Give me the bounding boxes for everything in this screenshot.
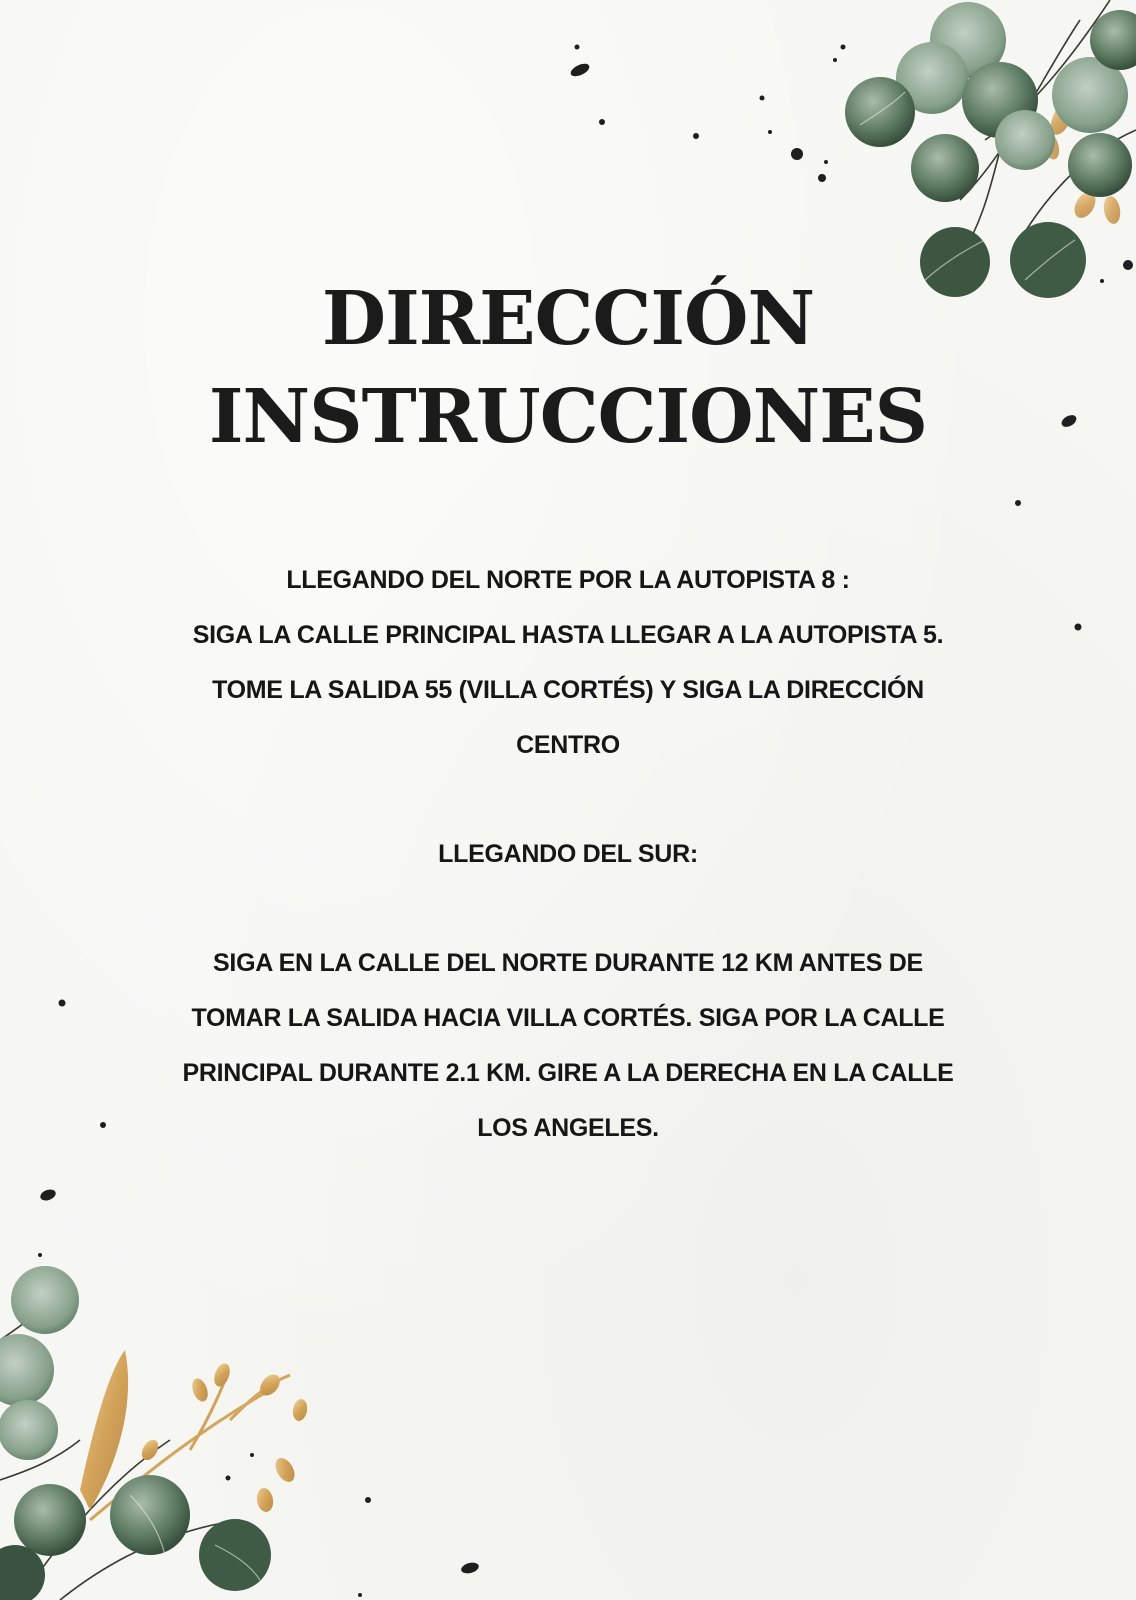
north-directions-line: TOME LA SALIDA 55 (VILLA CORTÉS) Y SIGA LA DIRECCIÓN [212,676,924,704]
page-title-line-1: DIRECCIÓN [321,276,815,362]
north-directions-line: SIGA LA CALLE PRINCIPAL HASTA LLEGAR A LA AUTOPISTA 5. [192,621,944,649]
south-directions-line: LOS ANGELES. [477,1114,659,1142]
page-title [0,270,1136,466]
south-directions-line: SIGA EN LA CALLE DEL NORTE DURANTE 12 KM ANTES DE [213,949,923,977]
south-directions-line: TOMAR LA SALIDA HACIA VILLA CORTÉS. SIGA POR LA CALLE [191,1004,945,1032]
north-directions [160,553,976,773]
south-directions [160,936,976,1156]
south-directions-line: PRINCIPAL DURANTE 2.1 KM. GIRE A LA DERECHA EN LA CALLE [182,1059,954,1087]
north-directions-heading: LLEGANDO DEL NORTE POR LA AUTOPISTA 8 : [286,566,850,594]
north-directions-line: CENTRO [516,731,620,759]
page-title-line-2: INSTRUCCIONES [208,374,928,460]
south-directions-heading: LLEGANDO DEL SUR: [438,840,698,868]
